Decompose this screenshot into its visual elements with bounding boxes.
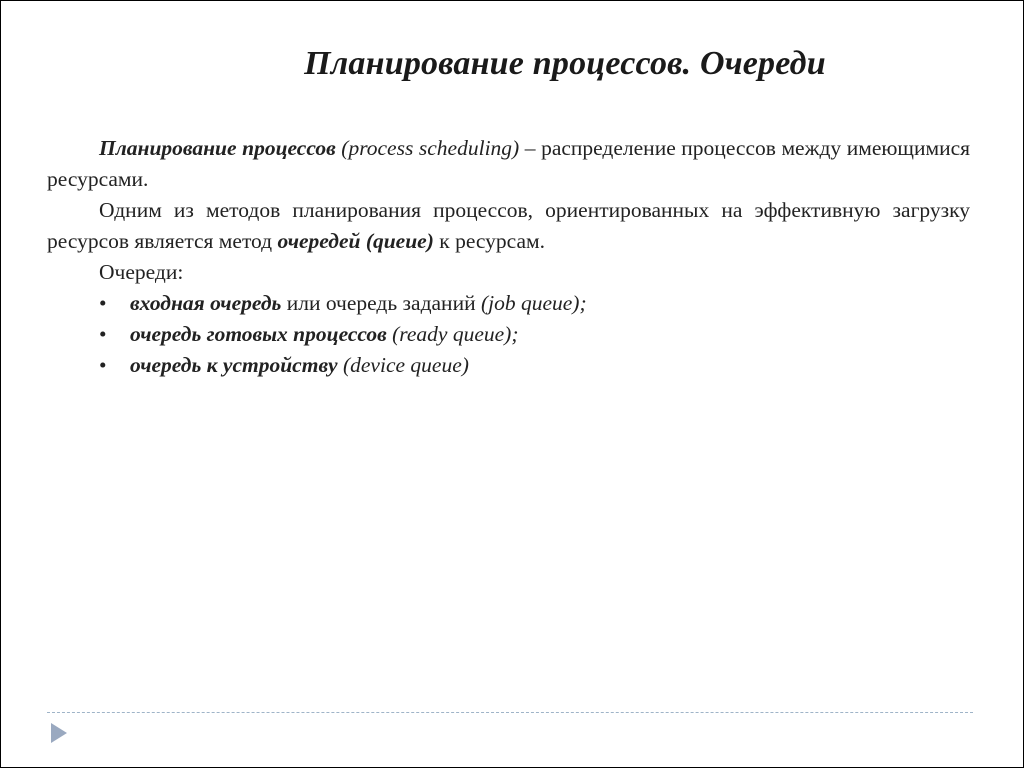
triangle-right-icon[interactable] (51, 723, 67, 743)
paragraph-queue-method (47, 195, 970, 257)
item-term: входная очередь (130, 291, 282, 315)
slide-title: Планирование процессов. Очереди (304, 45, 826, 82)
item-en: (ready queue); (392, 322, 519, 346)
list-item (47, 350, 970, 381)
item-term: очередь к устройству (130, 353, 338, 377)
queue-method-text-after: к ресурсам. (433, 229, 546, 253)
bullet-icon: • (99, 291, 107, 315)
item-en: (device queue) (342, 353, 469, 377)
bullet-icon: • (99, 322, 107, 346)
list-item (47, 319, 970, 350)
list-item (47, 288, 970, 319)
item-en: (job queue); (480, 291, 587, 315)
definition-text: – распределение процессов между имеющимися ресурсами. (47, 136, 971, 191)
slide-body (47, 133, 970, 381)
queue-method-text-before: Одним из методов планирования процессов, ориентированных на эффективную загрузку ресурсов является метод (47, 198, 970, 253)
item-term: очередь готовых процессов (130, 322, 387, 346)
bullet-icon: • (99, 353, 107, 377)
paragraph-definition (47, 133, 970, 195)
footer-divider (47, 712, 973, 713)
queues-label: Очереди: (99, 260, 184, 284)
term-queue: очередей (queue) (277, 229, 434, 253)
item-middle: или очередь заданий (281, 291, 481, 315)
queue-list (47, 288, 970, 381)
term-process-scheduling: Планирование процессов (99, 136, 336, 160)
term-process-scheduling-en: (process scheduling) (341, 136, 520, 160)
